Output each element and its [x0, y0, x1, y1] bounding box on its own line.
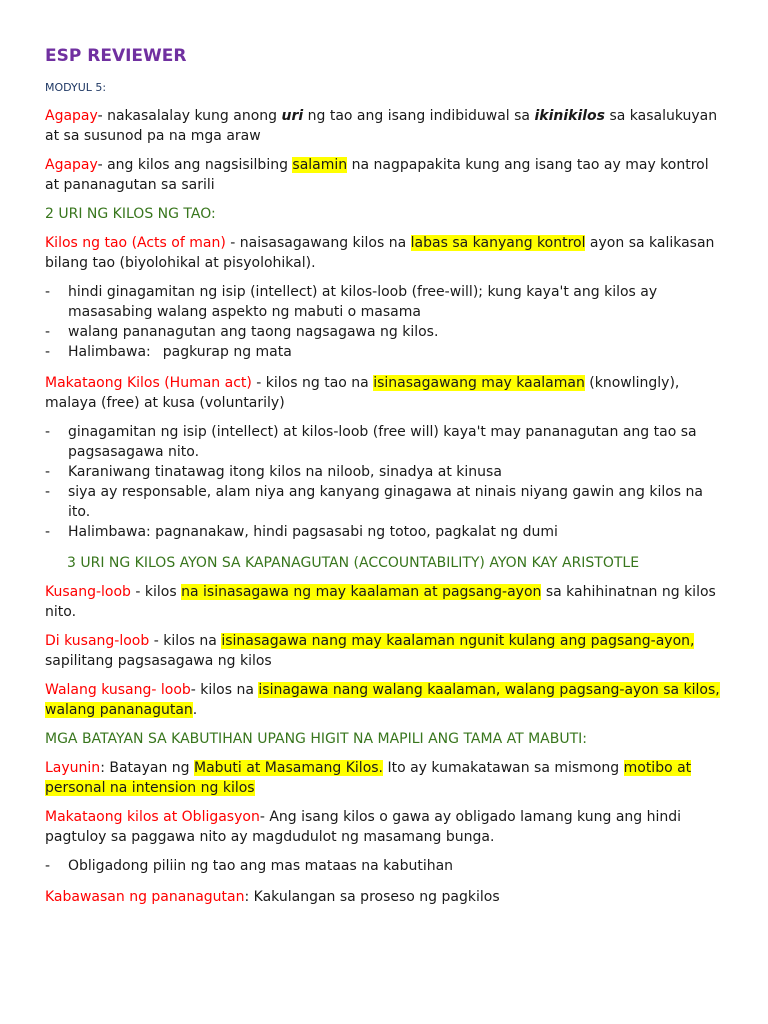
module-label: MODYUL 5: — [45, 81, 107, 94]
obligasyon-definition — [45, 807, 725, 847]
highlight-walang-kusang-loob: isinagawa nang walang kaalaman, walang pagsang-ayon sa kilos, walang pananagutan — [45, 682, 720, 718]
kilos-ng-tao-definition — [45, 233, 725, 273]
walang-kusang-loob-definition — [45, 680, 725, 720]
term-layunin: Layunin — [45, 760, 101, 776]
text: ayon sa kalikasan bilang tao (biyolohikal at pisyolohikal). — [45, 235, 715, 271]
dash-marker: - — [45, 324, 51, 340]
layunin-definition — [45, 758, 725, 798]
text: - nakasalalay kung anong — [97, 108, 282, 124]
agapay-definition-1 — [45, 106, 725, 146]
text: . — [192, 702, 198, 718]
highlight-salamin: salamin — [292, 157, 348, 173]
term-obligasyon: Makataong kilos at Obligasyon — [45, 809, 260, 825]
dash-marker: - — [45, 344, 51, 360]
text: sa kasalukuyan at sa susunod pa na mga araw — [45, 108, 718, 144]
term-kabawasan: Kabawasan ng pananagutan — [45, 889, 245, 905]
kilos-ng-tao-list — [45, 282, 725, 362]
makataong-kilos-definition — [45, 373, 725, 413]
highlight-mabuti-masama: Mabuti at Masamang Kilos. — [194, 760, 384, 776]
list-item: - walang pananagutan ang taong nagsagawa ng kilos. — [45, 324, 439, 340]
list-item: - Halimbawa: pagnanakaw, hindi pagsasabi ng totoo, pagkalat ng dumi — [45, 524, 558, 540]
term-agapay: Agapay — [45, 108, 98, 124]
term-kilos-ng-tao: Kilos ng tao (Acts of man) — [45, 235, 226, 251]
dash-marker: - — [45, 524, 51, 540]
emphasis-uri: uri — [281, 108, 304, 124]
list-item: - siya ay responsable, alam niya ang kanyang ginagawa at ninais niyang gawin ang kilos na ito. — [45, 484, 703, 520]
term-agapay: Agapay — [45, 157, 98, 173]
text: - kilos ng tao na — [251, 375, 374, 391]
highlight-di-kusang-loob: isinasagawa nang may kaalaman ngunit kulang ang pagsang-ayon, — [221, 633, 695, 649]
dash-marker: - — [45, 424, 51, 440]
text: Ito ay kumakatawan sa mismong — [383, 760, 624, 776]
term-di-kusang-loob: Di kusang-loob — [45, 633, 150, 649]
text: na nagpapakita kung ang isang tao ay may kontrol at pananagutan sa sarili — [45, 157, 709, 193]
text: - naisasagawang kilos na — [225, 235, 411, 251]
list-item: - ginagamitan ng isip (intellect) at kilos-loob (free will) kaya't may pananagutan ang tao sa pagsasagawa nito. — [45, 424, 697, 460]
emphasis-ikinikilos: ikinikilos — [534, 108, 605, 124]
section-heading-aristotle: 3 URI NG KILOS AYON SA KAPANAGUTAN (ACCOUNTABILITY) AYON KAY ARISTOTLE — [67, 555, 640, 571]
section-heading-batayan: MGA BATAYAN SA KABUTIHAN UPANG HIGIT NA MAPILI ANG TAMA AT MABUTI: — [45, 731, 587, 747]
text: ng tao ang isang indibiduwal sa — [303, 108, 535, 124]
dash-marker: - — [45, 284, 51, 300]
list-item: - Karaniwang tinatawag itong kilos na niloob, sinadya at kinusa — [45, 464, 502, 480]
document-title: ESP REVIEWER — [45, 46, 187, 66]
list-item: - Obligadong piliin ng tao ang mas mataas na kabutihan — [45, 858, 454, 874]
text: - kilos na — [149, 633, 222, 649]
text: sapilitang pagsasagawa ng kilos — [45, 653, 272, 669]
agapay-definition-2 — [45, 155, 725, 195]
highlight-motibo: motibo at personal na intension ng kilos — [45, 760, 692, 796]
text: : Kakulangan sa proseso ng pagkilos — [244, 889, 500, 905]
text: - kilos — [130, 584, 182, 600]
highlight-labas: labas sa kanyang kontrol — [410, 235, 586, 251]
text: (knowlingly), malaya (free) at kusa (voluntarily) — [45, 375, 680, 411]
list-item: - hindi ginagamitan ng isip (intellect) at kilos-loob (free-will); kung kaya't ang kilos ay masasabing walang aspekto ng mabuti o masama — [45, 284, 658, 320]
section-heading-uri-ng-kilos: 2 URI NG KILOS NG TAO: — [45, 206, 216, 222]
di-kusang-loob-definition — [45, 631, 725, 671]
text: : Batayan ng — [100, 760, 195, 776]
dash-marker: - — [45, 858, 51, 874]
makataong-kilos-list — [45, 422, 725, 542]
dash-marker: - — [45, 464, 51, 480]
obligasyon-list — [45, 856, 725, 876]
list-item: - Halimbawa: pagkurap ng mata — [45, 344, 292, 360]
text: - ang kilos ang nagsisilbing — [97, 157, 293, 173]
kusang-loob-definition — [45, 582, 725, 622]
highlight-may-kaalaman: isinasagawang may kaalaman — [373, 375, 585, 391]
term-walang-kusang-loob: Walang kusang- loob — [45, 682, 191, 698]
text: - kilos na — [190, 682, 259, 698]
dash-marker: - — [45, 484, 51, 500]
kabawasan-definition — [45, 887, 725, 907]
highlight-kusang-loob: na isinasagawa ng may kaalaman at pagsang-ayon — [181, 584, 542, 600]
text: - Ang isang kilos o gawa ay obligado lamang kung ang hindi pagtuloy sa paggawa nito ay magdudulot ng masamang bunga. — [45, 809, 682, 845]
term-makataong-kilos: Makataong Kilos (Human act) — [45, 375, 252, 391]
text: sa kahihinatnan ng kilos nito. — [45, 584, 716, 620]
document-page — [45, 45, 725, 916]
term-kusang-loob: Kusang-loob — [45, 584, 131, 600]
